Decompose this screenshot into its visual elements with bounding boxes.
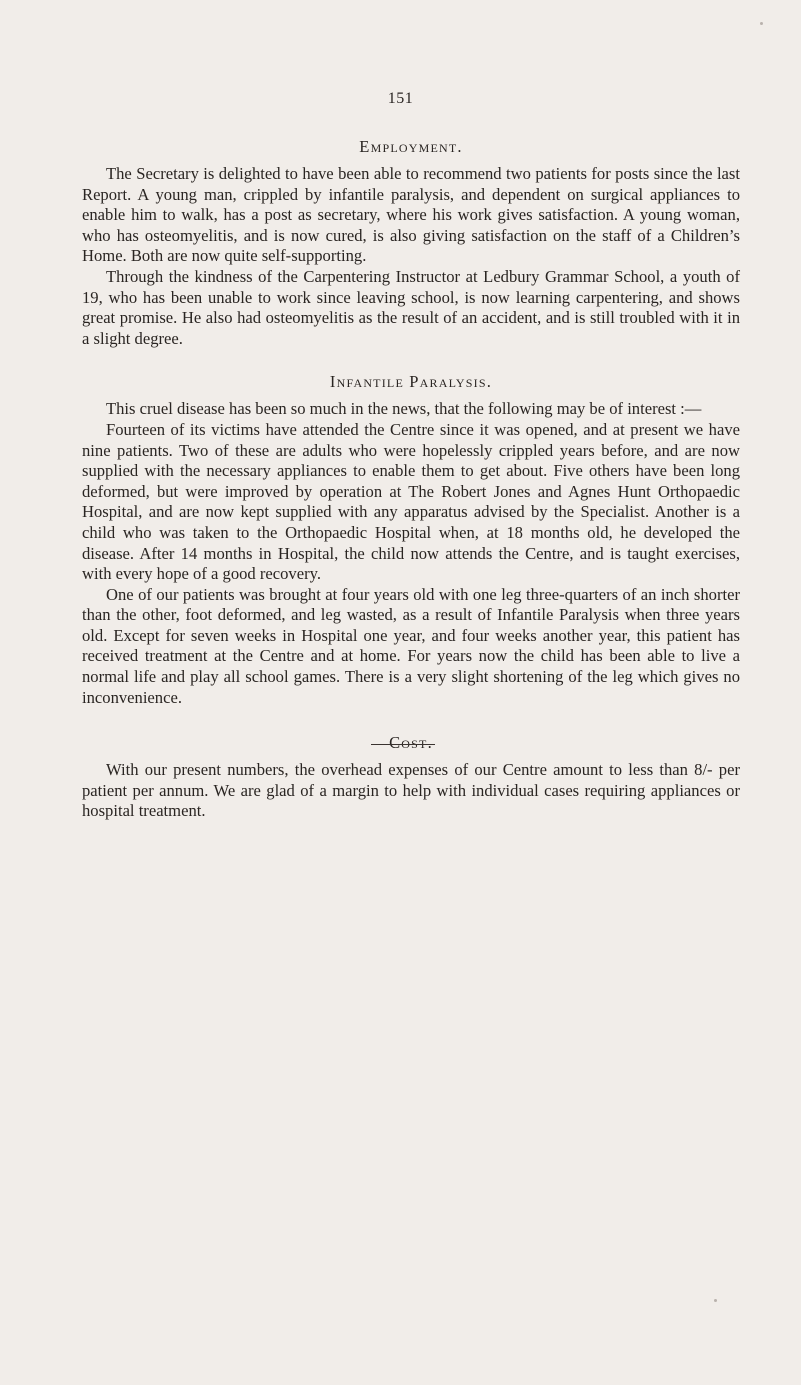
paragraph-infantile-3: One of our patients was brought at four years old with one leg three-quarters of an inch shorter than the other, foot deformed, and leg wasted, as a result of Infantile Paralysis when three years old. Except for seven weeks in Hospital one year, and four weeks another year, this patient has received treatment at the Centre and at home. For years now the child has been able to live a normal life and play all school games. There is a very slight shortening of the leg which gives no inconvenience. bbox=[82, 584, 740, 707]
page-number: 151 bbox=[387, 90, 414, 107]
section-heading-infantile-paralysis: Infantile Paralysis. bbox=[329, 372, 493, 392]
page-body bbox=[82, 138, 740, 822]
paper-speck bbox=[714, 1299, 717, 1302]
section-heading-employment: Employment. bbox=[359, 137, 463, 156]
closing-rule bbox=[371, 744, 435, 745]
paragraph-employment-1: The Secretary is delighted to have been able to recommend two patients for posts since the last Report. A young man, crippled by infantile paralysis, and dependent on surgical appliances to enable him to walk, has a post as secretary, where his work gives satisfaction. A young woman, who has osteomyelitis, and is now cured, is also giving satisfaction on the staff of a Children’s Home. Both are now quite self-supporting. bbox=[82, 164, 740, 266]
paragraph-infantile-2: Fourteen of its victims have attended the Centre since it was opened, and at present we have nine patients. Two of these are adults who were hopelessly crippled years before, and are now supplied with the necessary appliances to enable them to get about. Five others have been long deformed, but were improved by operation at The Robert Jones and Agnes Hunt Orthopaedic Hospital, and are now kept supplied with any apparatus advised by the Specialist. Another is a child who was taken to the Orthopaedic Hospital when, at 18 months old, he developed the disease. After 14 months in Hospital, the child now attends the Centre, and is taught exercises, with every hope of a good recovery. bbox=[82, 419, 740, 584]
paragraph-cost-1: With our present numbers, the overhead expenses of our Centre amount to less than 8/- per patient per annum. We are glad of a margin to help with individual cases requiring appliances or hospital treatment. bbox=[82, 760, 740, 821]
paragraph-infantile-1: This cruel disease has been so much in the news, that the following may be of interest :— bbox=[106, 399, 702, 419]
paper-speck bbox=[760, 22, 763, 25]
section-heading-cost: Cost. bbox=[389, 733, 433, 753]
paragraph-employment-2: Through the kindness of the Carpentering Instructor at Ledbury Grammar School, a youth of 19, who has been unable to work since leaving school, is now learning carpentering, and shows great promise. He also had osteomyelitis as the result of an accident, and is still troubled with it in a slight degree. bbox=[82, 266, 740, 348]
